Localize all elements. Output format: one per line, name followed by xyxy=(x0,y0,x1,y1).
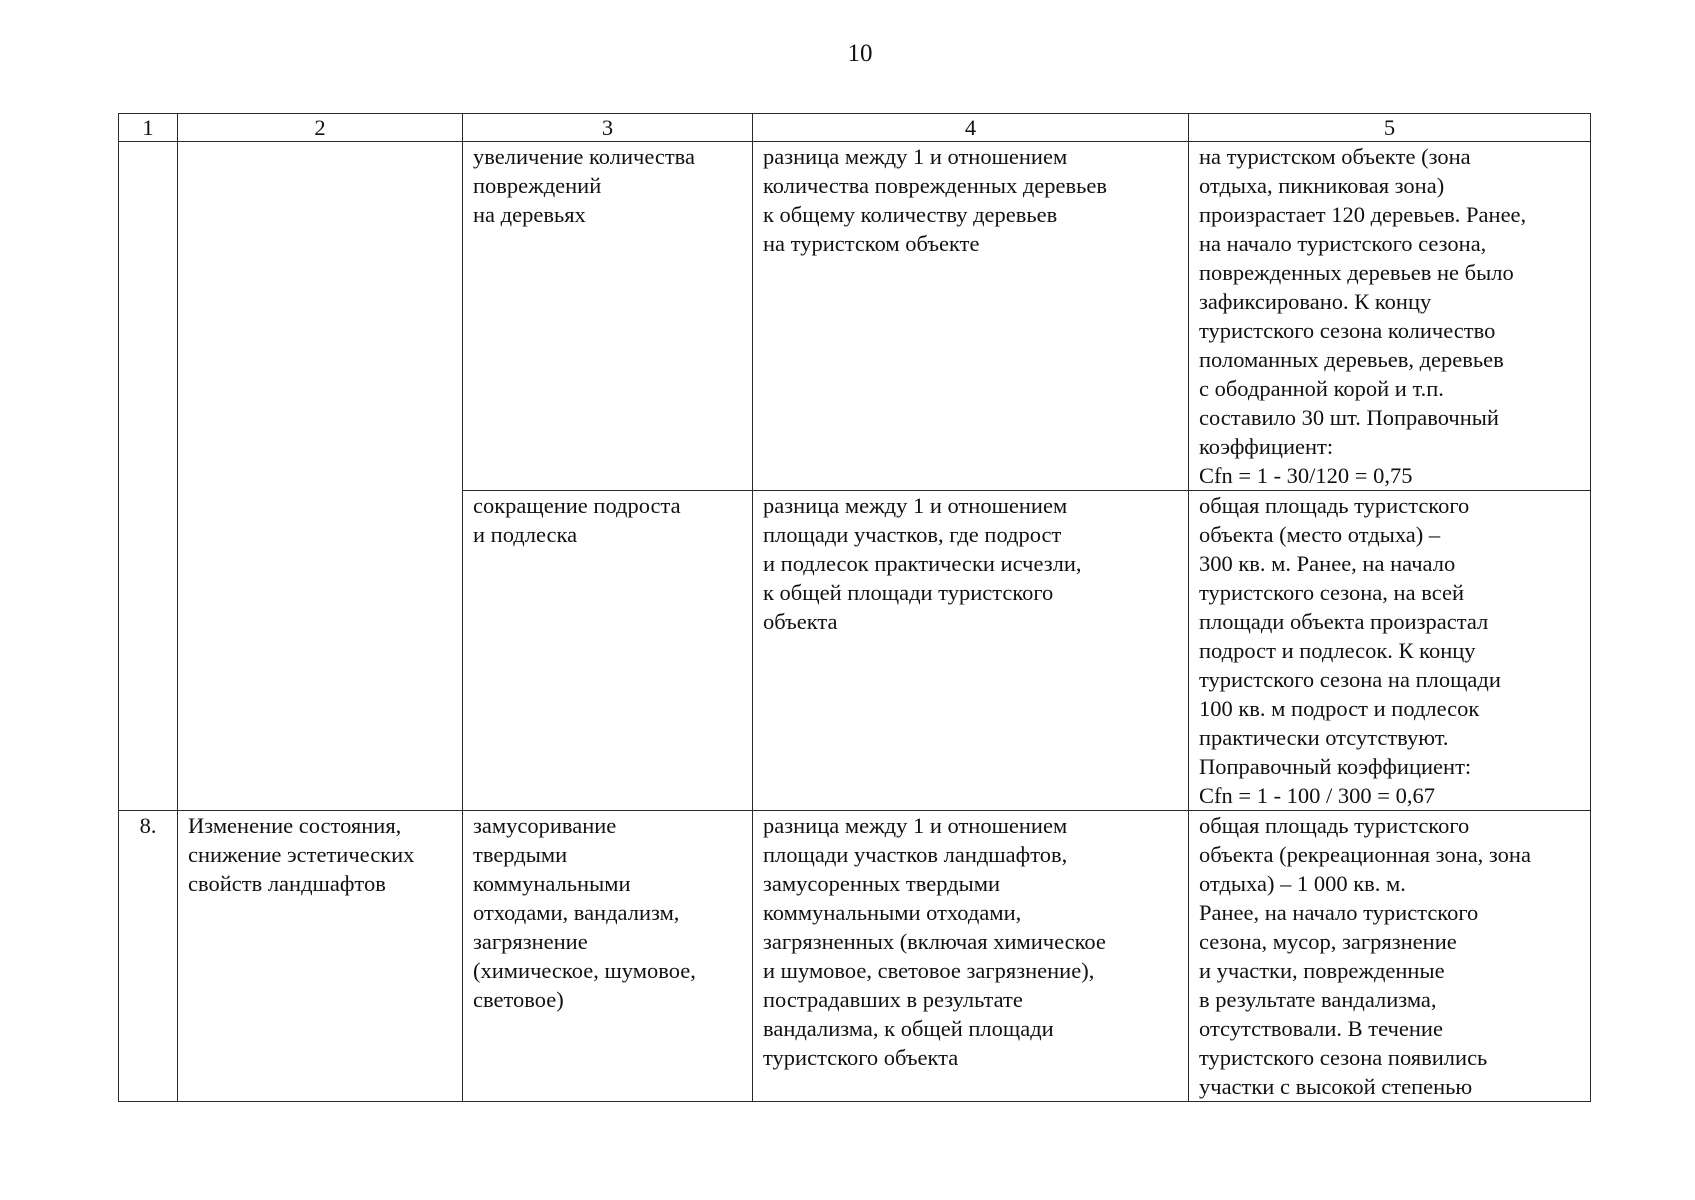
criteria-table xyxy=(118,113,1591,1102)
table-row xyxy=(119,811,1591,1102)
header-col-5: 5 xyxy=(1189,114,1591,142)
method-cell: разница между 1 и отношением площади участков, где подрост и подлесок практически исчезли, к общей площади туристского объекта xyxy=(753,491,1189,811)
example-cell: на туристском объекте (зона отдыха, пикниковая зона) произрастает 120 деревьев. Ранее, на начало туристского сезона, поврежденных деревьев не было зафиксировано. К концу туристского сезона количество поломанных деревьев, деревьев с ободранной корой и т.п. составило 30 шт. Поправочный коэффициент: Cfn = 1 - 30/120 = 0,75 xyxy=(1189,142,1591,491)
header-col-3: 3 xyxy=(463,114,753,142)
header-col-2: 2 xyxy=(178,114,463,142)
example-cell: общая площадь туристского объекта (место отдыха) – 300 кв. м. Ранее, на начало туристского сезона, на всей площади объекта произрастал подрост и подлесок. К концу туристского сезона на площади 100 кв. м подрост и подлесок практически отсутствуют. Поправочный коэффициент: Cfn = 1 - 100 / 300 = 0,67 xyxy=(1189,491,1591,811)
table-header-row xyxy=(119,114,1591,142)
method-cell: разница между 1 и отношением площади участков ландшафтов, замусоренных твердыми коммунальными отходами, загрязненных (включая химическое и шумовое, световое загрязнение), пострадавших в результате вандализма, к общей площади туристского объекта xyxy=(753,811,1189,1102)
page-number: 10 xyxy=(847,40,873,67)
row-number-cell: 8. xyxy=(119,811,178,1102)
example-cell: общая площадь туристского объекта (рекреационная зона, зона отдыха) – 1 000 кв. м. Ранее, на начало туристского сезона, мусор, загрязнение и участки, поврежденные в результате вандализма, отсутствовали. В течение туристского сезона появились участки с высокой степенью xyxy=(1189,811,1591,1102)
table-row xyxy=(119,142,1591,491)
header-col-4: 4 xyxy=(753,114,1189,142)
header-col-1: 1 xyxy=(119,114,178,142)
method-cell: разница между 1 и отношением количества поврежденных деревьев к общему количеству деревьев на туристском объекте xyxy=(753,142,1189,491)
indicator-cell xyxy=(178,142,463,811)
factor-cell: замусоривание твердыми коммунальными отходами, вандализм, загрязнение (химическое, шумовое, световое) xyxy=(463,811,753,1102)
factor-cell: сокращение подроста и подлеска xyxy=(463,491,753,811)
row-number-cell xyxy=(119,142,178,811)
indicator-cell: Изменение состояния, снижение эстетических свойств ландшафтов xyxy=(178,811,463,1102)
factor-cell: увеличение количества повреждений на деревьях xyxy=(463,142,753,491)
